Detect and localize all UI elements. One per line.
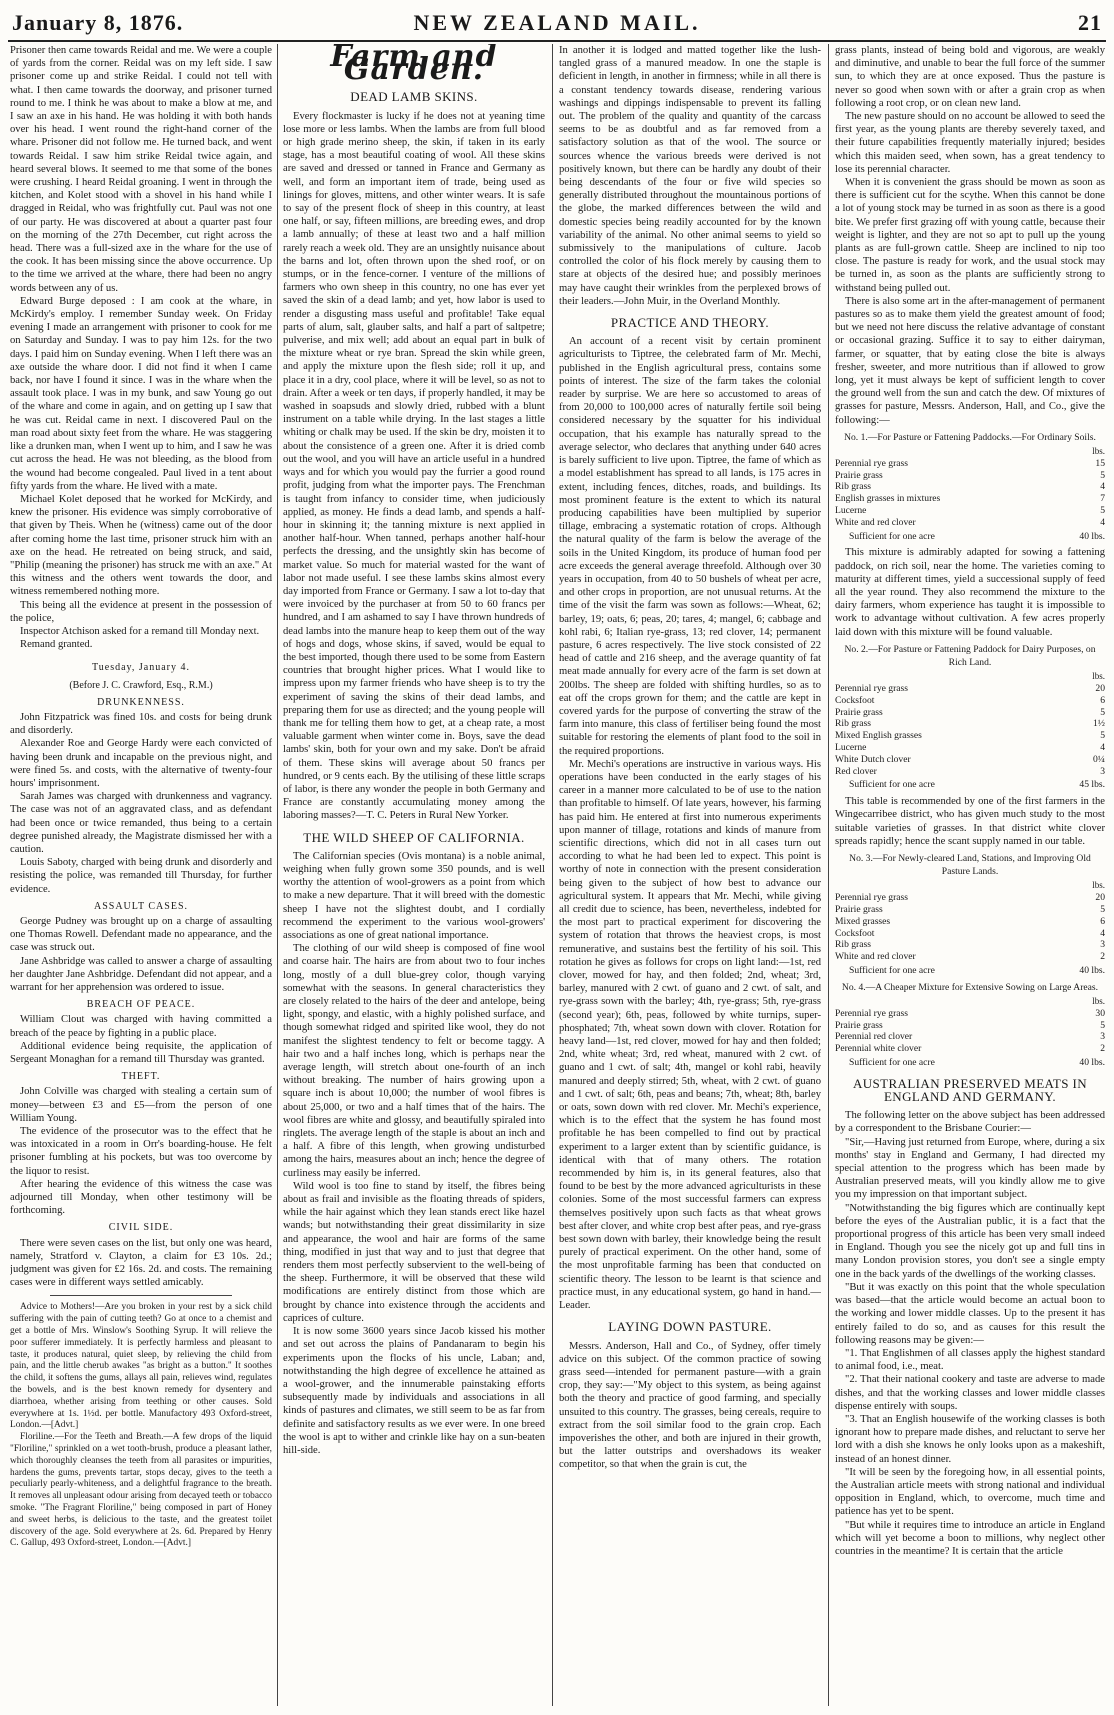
article-paragraph: The Californian species (Ovis montana) is a noble animal, weighing when fully grown some 350 pounds, and is well worthy the attention of wool-growers as a point from which to make a new departure. That it will breed with the domestic sheep I have not the slightest doubt, and I cordially recommend the experiment to the various wool-growers' associations as one of great national importance.	[283, 850, 545, 941]
issue-date: January 8, 1876.	[12, 10, 184, 35]
article-paragraph: Inspector Atchison asked for a remand till Monday next.	[20, 625, 260, 637]
table-row	[835, 695, 1105, 707]
table-row	[835, 742, 1105, 754]
article-heading: AUSTRALIAN PRESERVED MEATS IN ENGLAND AND GERMANY.	[852, 1075, 1088, 1105]
table-row	[835, 754, 1105, 766]
column-3	[559, 44, 821, 1706]
article-paragraph: Alexander Roe and George Hardy were each convicted of having been drunk and incapable on the previous night, and were fined 5s. and costs, with the alternative of twenty-four hours' imprisonment.	[10, 738, 272, 789]
article-paragraph: John Fitzpatrick was fined 10s. and costs for being drunk and disorderly.	[10, 711, 272, 737]
grass-name: Perennial rye grass	[835, 457, 908, 469]
article-paragraph: Sarah James was charged with drunkenness and vagrancy. The case was not of an aggravated class, and as defendant had been once or twice remanded, thus being to a certain degree punished already, the Magistrate dismissed her with a caution.	[10, 791, 272, 855]
table-row	[835, 939, 1105, 951]
article-paragraph: "2. That their national cookery and taste are adverse to made dishes, and that the working classes and lower middle classes dispense entirely with soups.	[835, 1374, 1105, 1412]
table-total-row	[835, 963, 1105, 977]
section-heading: CIVIL SIDE.	[108, 1222, 174, 1234]
advertisement: Advice to Mothers!—Are you broken in your rest by a sick child suffering with the pain of cutting teeth? Go at once to a chemist and get a bottle of Mrs. Winslow's Soothing Syrup. It will relieve the poor sufferer immediately. It is perfectly harmless and pleasant to taste, it produces natural, quiet sleep, by relieving the child from pain, and the little cherub awakes "as bright as a button." It soothes the child, it softens the gums, allays all pain, relieves wind, regulates the bowels, and is the best known remedy for dysentery and diarrhoea, whether arising from teething or other causes. Sold everywhere at 1s. 1½d. per bottle. Manufactory 493 Oxford-street, London.—[Advt.]	[10, 1302, 272, 1431]
divider	[50, 1295, 232, 1296]
section-heading: BREACH OF PEACE.	[86, 999, 196, 1011]
unit-label: lbs.	[1092, 996, 1105, 1007]
table-row	[835, 928, 1105, 940]
grass-name: Cocksfoot	[835, 927, 875, 939]
grass-qty: 3	[1100, 939, 1105, 951]
grass-qty: 5	[1100, 730, 1105, 742]
mixture-title: No. 4.—A Cheaper Mixture for Extensive Sowing on Large Areas.	[841, 981, 1099, 993]
total-label: Sufficient for one acre	[849, 1057, 935, 1069]
table-row	[835, 1008, 1105, 1020]
table-row	[835, 718, 1105, 730]
grass-qty: 30	[1095, 1007, 1105, 1019]
section-heading: THEFT.	[121, 1071, 161, 1083]
grass-name: Perennial rye grass	[835, 683, 908, 695]
grass-name: Perennial rye grass	[835, 1007, 908, 1019]
article-heading: DEAD LAMB SKINS.	[350, 89, 478, 105]
mixture-table	[835, 671, 1105, 791]
grass-qty: 4	[1100, 481, 1105, 493]
grass-qty: 4	[1100, 516, 1105, 528]
column-2	[283, 44, 545, 1706]
section-heading: DRUNKENNESS.	[97, 696, 185, 708]
table-row	[835, 505, 1105, 517]
grass-name: Mixed English grasses	[835, 730, 922, 742]
article-paragraph: This being all the evidence at present in the possession of the police,	[10, 599, 272, 624]
article-paragraph: Louis Saboty, charged with being drunk and disorderly and resisting the police, was remanded till Thursday, for further evidence.	[10, 857, 272, 895]
table-row	[835, 916, 1105, 928]
article-paragraph: Michael Kolet deposed that he worked for McKirdy, and knew the prisoner. His evidence was simply corroborative of that given by Theis. When he (witness) came out of the door after coming home the last time, prisoner struck him with an axe on the head. He retreated on being struck, and said, "Philip (meaning the prisoner) has struck me with an axe." At this witness and the others went towards the door, and witness remembered nothing more.	[10, 493, 272, 598]
grass-name: White and red clover	[835, 516, 916, 528]
article-paragraph: Remand granted.	[20, 639, 93, 651]
grass-name: Perennial red clover	[835, 1031, 913, 1043]
grass-name: Mixed grasses	[835, 915, 891, 927]
table-total-row	[835, 529, 1105, 543]
grass-qty: 5	[1100, 706, 1105, 718]
article-paragraph: "Sir,—Having just returned from Europe, where, during a six months' stay in England and Germany, I had directed my special attention to the progress which has been made by Australian preserved meats, will you kindly allow me to give you my impression on that important subject.	[835, 1136, 1105, 1201]
table-row	[835, 766, 1105, 778]
grass-qty: 6	[1100, 915, 1105, 927]
table-row	[835, 683, 1105, 695]
mixture-table	[835, 996, 1105, 1069]
article-paragraph: William Clout was charged with having committed a breach of the peace by fighting in a public place.	[10, 1014, 272, 1039]
mixture-title: No. 2.—For Pasture or Fattening Paddock for Dairy Purposes, on Rich Land.	[844, 643, 1096, 669]
table-total-row	[835, 777, 1105, 791]
column-4	[835, 44, 1105, 1706]
article-paragraph: "It will be seen by the foregoing how, in all essential points, the Australian article meets with strong national and individual opposition in England, which, to overcome, much time and patience has yet to be spent.	[835, 1466, 1105, 1518]
grass-name: Lucerne	[835, 505, 867, 517]
page-header	[0, 10, 1114, 38]
total-qty: 40 lbs.	[1079, 965, 1105, 977]
grass-name: Prairie grass	[835, 469, 883, 481]
total-label: Sufficient for one acre	[849, 530, 935, 542]
article-heading: THE WILD SHEEP OF CALIFORNIA.	[303, 829, 525, 845]
table-row	[835, 458, 1105, 470]
mixture-title: No. 3.—For Newly-cleared Land, Stations, and Improving Old Pasture Lands.	[849, 853, 1091, 878]
article-paragraph: Jane Ashbridge was called to answer a charge of assaulting her daughter Jane Ashbridge. Defendant did not appear, and a warrant for her apprehension was ordered to issue.	[10, 955, 272, 994]
grass-qty: 3	[1100, 765, 1105, 777]
total-label: Sufficient for one acre	[849, 965, 935, 977]
table-row	[835, 481, 1105, 493]
unit-label: lbs.	[1092, 446, 1105, 457]
column-1	[10, 44, 272, 1706]
article-paragraph: Edward Burge deposed : I am cook at the whare, in McKirdy's employ. I remember Sunday week. On Friday evening I made an arrangement with prisoner to cook for me on Saturday and Sunday. I was to pay him 12s. for the two days. I paid him on Sunday evening. When I left there was an axe outside the whare door. I did not find it when I came back, nor have I found it since. I was in the whare when the assault took place. I was in my bunk, and saw Young go out of the whare and come in again, and on getting up I saw that he was cut. Reidal came in next. I discovered Paul on the man road about sixty feet from the whare. He was staggering like a drunken man, when I went up to him, and I saw he was cut across the head. He was not bleeding, as the blood from the wound had become congealed. Paul lived in a tent about fifty yards from the whare. He lived with a mate.	[10, 295, 272, 492]
grass-qty: 4	[1100, 927, 1105, 939]
column-rule	[828, 44, 829, 1706]
grass-name: Rib grass	[835, 718, 871, 730]
article-paragraph: Prisoner then came towards Reidal and me. We were a couple of yards from the corner. Reidal was on my left side. I saw prisoner come up and strike Reidal. I could not tell with what. I then came towards the doorway, and prisoner turned round to me. I think he was about to make a blow at me, and I saw an axe in his hand. He was holding it with both hands over his head. I went round the right-hand corner of the whare. Prisoner did not follow me. He turned back, and went towards Reidal. I saw him strike Reidal twice again, and heard several blows. It seemed to me that some of the bones were crushing. I heard Reidal groaning. I went in through the kitchen, and Kolet stood with a shovel in his hand while I dragged in Reidal, who was frightfully cut. Paul was not one of our party. He was discovered at about a quarter past four on the morning of the 27th December, cut right across the head. There was a full-sized axe in the whare for the use of the cook. It has been missing since the above occurrence. Up to the time we arrived at the whare, there had been no angry words between any of us.	[10, 45, 272, 294]
grass-name: Prairie grass	[835, 706, 883, 718]
table-row	[835, 707, 1105, 719]
article-paragraph: In another it is lodged and matted together like the lush-tangled grass of a manured meadow. In one the staple is deficient in length, in another in firmness; while in all there is a constant tendency towards disease, rendering various washings and dippings indispensable to prevent its falling out. The problem of the quality and quantity of the carcass seems to be as doubtful and as far removed from a satisfactory solution as that of the wool. The source or sources whence the various breeds were derived is not positively known, but there can be hardly any doubt of their being descendants of the four or five wild species so generally distributed throughout the mountainous portions of the globe, the marked differences between the wild and domestic species being readily accounted for by the known variability of the animal. No other animal seems to yield so submissively to the manipulations of culture. Jacob controlled the color of his flock merely by causing them to stare at objects of the desired hue; and possibly merinoes may have caught their wrinkles from the perplexed brows of their leaders.—John Muir, in the Overland Monthly.	[559, 45, 821, 307]
article-paragraph: The following letter on the above subject has been addressed by a correspondent to the Brisbane Courier:—	[835, 1110, 1105, 1135]
total-label: Sufficient for one acre	[849, 779, 935, 791]
grass-qty: 5	[1100, 904, 1105, 916]
section-heading: ASSAULT CASES.	[93, 900, 189, 912]
table-row	[835, 470, 1105, 482]
article-heading: PRACTICE AND THEORY.	[610, 315, 770, 331]
table-row	[835, 517, 1105, 529]
grass-qty: 0¼	[1093, 753, 1105, 765]
grass-name: Lucerne	[835, 742, 867, 754]
article-paragraph: Additional evidence being requisite, the application of Sergeant Monaghan for a remand till Thursday was granted.	[10, 1040, 272, 1066]
grass-qty: 2	[1100, 1043, 1105, 1055]
article-paragraph: When it is convenient the grass should be mown as soon as there is sufficient cut for the scythe. When this cannot be done a lot of young stock may be turned in as soon as there is a good bite. We prefer first grazing off with young cattle, because their weight is lighter, and they are not so apt to pull up the young plants as are full-grown cattle. Sheep are inclined to nip too close. The pasture is ready for work, and the usual stock may be turned in, as soon as the plants are sufficiently strong to withstand being pulled out.	[835, 177, 1105, 294]
mixture-table	[835, 446, 1105, 542]
article-paragraph: grass plants, instead of being bold and vigorous, are weakly and diminutive, and unable to bear the full force of the summer sun, to which they are at once exposed. Thus the pasture is never so good when sown with or after a grain crop as when following a root crop, or on clean new land.	[835, 45, 1105, 109]
mixture-title: No. 1.—For Pasture or Fattening Paddocks.—For Ordinary Soils.	[844, 431, 1096, 443]
grass-qty: 5	[1100, 469, 1105, 481]
grass-qty: 3	[1100, 1031, 1105, 1043]
table-row	[835, 892, 1105, 904]
advertisement: Floriline.—For the Teeth and Breath.—A few drops of the liquid "Floriline," sprinkled on a wet tooth-brush, produce a pleasant lather, which thoroughly cleanses the teeth from all parasites or impurities, hardens the gums, prevents tartar, stops decay, gives to the teeth a peculiarly pearly-whiteness, and a delightful fragrance to the breath. It removes all unpleasant odour arising from decayed teeth or tobacco smoke. "The Fragrant Floriline," being composed in part of Honey and sweet herbs, is delicious to the taste, and the greatest toilet discovery of the age. Sold everywhere at 2s. 6d. Prepared by Henry C. Gallup, 493 Oxford-street, London.—[Advt.]	[10, 1432, 272, 1549]
article-paragraph: "Notwithstanding the big figures which are continually kept before the eyes of the Australian public, it is a fact that the proportional progress of this article has been very small indeed in England. Though you see the nicely got up and full tins in many London provision stores, you don't see a single empty one in the back yards of the dwellings of the working classes.	[835, 1202, 1105, 1280]
grass-qty: 5	[1100, 505, 1105, 517]
grass-qty: 20	[1095, 683, 1105, 695]
session-bench: (Before J. C. Crawford, Esq., R.M.)	[69, 679, 213, 691]
grass-name: White Dutch clover	[835, 753, 911, 765]
article-paragraph: The clothing of our wild sheep is composed of fine wool and coarse hair. The hairs are from about two to four inches long, mostly of a dull blue-grey color, though varying somewhat with the seasons. In general characteristics they are closely related to the hairs of the deer and antelope, being light, spongy, and elastic, with a highly polished surface, and though somewhat ridged and spirited like wool, they do not manifest the slightest tendency to felt or become taggy. A hair two and a half inches long, which is perhaps near the average length, will stretch about one-fourth of an inch without breaking. The number of hairs growing upon a square inch is about 10,000; the number of wool fibres is about 25,000, or two and a half times that of the hairs. The wool fibres are white and glossy, and beautifully spiraled into ringlets. The average length of the staple is about an inch and a half. A fibre of this length, when growing undisturbed among the hairs, measures about an inch; hence the degree of curliness may easily be inferred.	[283, 943, 545, 1179]
article-paragraph: Messrs. Anderson, Hall and Co., of Sydney, offer timely advice on this subject. Of the common practice of sowing grass seed—intended for permanent pasture—with a grain crop, they say:—"My object to this system, as being against both the theory and practice of good farming, and specially unsuited to this country. The grasses, being cereals, require to extract from the soil similar food to the grain crop. Each impoverishes the other, and both are injured in their growth, but the latter outstrips and overshadows its weaker competitor, so that when the grain is cut, the	[559, 1340, 821, 1471]
mixture-table	[835, 880, 1105, 976]
grass-name: Prairie grass	[835, 904, 883, 916]
grass-qty: 15	[1095, 457, 1105, 469]
column-rule	[552, 44, 553, 1706]
article-paragraph: This table is recommended by one of the first farmers in the Wingecarribee district, who has given much study to the most suitable varieties of grasses. In that district white clover spreads rapidly; hence the scant supply named in our table.	[835, 796, 1105, 847]
article-paragraph: George Pudney was brought up on a charge of assaulting one Thomas Rowell. Defendant made no appearance, and the case was struck out.	[10, 916, 272, 954]
masthead: NEW ZEALAND MAIL.	[413, 10, 701, 35]
grass-name: English grasses in mixtures	[835, 493, 941, 505]
table-row	[835, 493, 1105, 505]
article-paragraph: "1. That Englishmen of all classes apply the highest standard to animal food, i.e., meat.	[835, 1347, 1105, 1373]
article-paragraph: Every flockmaster is lucky if he does not at yeaning time lose more or less lambs. When the lambs are from full blood or high grade merino sheep, the skin, if taken in its early stage, has a most beautiful coating of wool. All these skins are saved and dressed or tanned in France and Germany as well, and form an important item of trade, being used as linings for gloves, mittens, and other winter wears. It is safe to say of the present flock of sheep in this country, at least one half, or say, fifteen millions, are breeding ewes, and drop a lamb annually; of these at least two and a half million rarely reach a week old. They are an unsightly nuisance about the barns and lot, often thrown upon the shed roof, or on stumps, or in the fence-corner. I venture of the millions of farmers who own sheep in this country, no one has ever yet saved the skin of a dead lamb; and yet, how labor is used to render a disgusting mass useful and profitable! Take equal parts of alum, salt, glauber salts, and half a part of saltpetre; pulverise, and mix well; add about an equal part in bulk of the mixture wheat or rye bran. Spread the skin while green, and apply the mixture upon the flesh side; roll it up, and place it in a dry, cool place, where it will be level, so as not to drain. After a week or ten days, if properly handled, it may be washed in soapsuds and slowly dried, rubbed with a blunt instrument on a table while drying. In the last stages a little whiting or chalk may be used. If the skin be dry, moisten it to about the consistence of a green one. After it is dried comb out the wool, and you will have an article useful in a hundred ways and for which you would pay the furrier a good round profit, judging from what the importer pays. The Frenchman is taught from infancy to consider time, when judiciously applied, as money. He finds a dead lamb, and spends a half-hour in skinning it; the tanning mixture is next applied in another half-hour. When tanned, perhaps another half-hour perfects the dressing, and the unsightly skin has become of market value. So much for material wasted for the want of labor not made useful. I see these lambs skins almost every day imported from France or Germany. I saw a lot to-day that were invoiced by the purchaser at from 50 to 60 francs per hundred, and I am ashamed to say I have thrown hundreds of dead lambs into the manure heap to keep them out of the way of hogs and dogs, whose skins, if saved, would be equal to the best imported, though there used to be some from Eastern countries that brought higher prices. What I would like to impress upon my farmer friends who have sheep is to try the experiment of saving the skins of their dead lambs, and preparing them for use as directed; and the young people will thank me for telling them how to get, at a cheap rate, a most valuable garment when winter come in. Boys, save the dead lambs' skin, both for your own and my sake. Don't be afraid of them. These skins will average about 50 francs per hundred, or 9 cents each. By the utilising of these little scraps of labor, is there any wonder the people in both Germany and France are constantly accumulating money among the laboring masses?—T. C. Peters in Rural New Yorker.	[283, 110, 545, 822]
table-row	[835, 904, 1105, 916]
department-title: Farm and Garden.	[330, 44, 498, 88]
page-number: 21	[1078, 10, 1102, 35]
grass-name: Perennial rye grass	[835, 892, 908, 904]
grass-qty: 2	[1100, 951, 1105, 963]
unit-label: lbs.	[1092, 671, 1105, 682]
grass-qty: 5	[1100, 1019, 1105, 1031]
total-qty: 45 lbs.	[1079, 779, 1105, 791]
article-paragraph: An account of a recent visit by certain prominent agriculturists to Tiptree, the celebrated farm of Mr. Mechi, published in the English agricultural press, contains some points of interest. The size of the farm takes the colonial reader by surprise. We are here so accustomed to areas of from 20,000 to 100,000 acres of naturally fertile soil being considered necessary by the squatter for his individual occupation, that his example has naturally spread to the average selector, who declares that anything under 640 acres is barely sufficient to live upon. Tiptree, the fame of which as a model establishment has spread to all lands, is 175 acres in extent, including fences, ditches, roads, and buildings. Its most prominent feature is the extent to which its natural producing capabilities have been multiplied by superior tillage, embracing a systematic rotation of crops. Although the natural quality of the farm is below the average of the soils in the United Kingdom, its produce of human food per acre exceeds the general average threefold. Although over 30 years in occupation, from 40 to 50 bushels of wheat per acre, and other crops in proportion, are not unusual returns. At the time of the visit the farm was sown as follows:—Wheat, 62; barley, 19; oats, 6; peas, 20; tares, 4; mangel, 6; cabbage and kohl rabi, 6; Italian rye-grass, 13; red clover, 14; permanent pasture, 6 acres respectively. The live stock consisted of 22 head of cattle and 216 sheep, and the average quantity of fat meat made annually for every acre of the farm is set down at 200lbs. The sheep are folded with shifting hurdles, so as to eat off the crops grown for them; and the cattle are kept in covered yards for the purpose of converting the straw of the farm into manure, this class of fertiliser being found the most suitable for restoring the elements of plant food to the soil in the required proportions.	[559, 336, 821, 757]
session-date: Tuesday, January 4.	[92, 662, 190, 674]
article-paragraph: The evidence of the prosecutor was to the effect that he was intoxicated in a room in Orr's boarding-house. He felt prisoner fumbling at his pockets, but was too overcome by the liquor to resist.	[10, 1126, 272, 1177]
grass-qty: 7	[1100, 493, 1105, 505]
grass-qty: 20	[1095, 892, 1105, 904]
article-paragraph: Mr. Mechi's operations are instructive in various ways. His operations have been conducted in the early stages of his career in a manner more calculated to be of use to the nation than profitable to himself. Of late years, however, his farming has paid him. He entered at first into numerous experiments upon manner of tillage, rotations and kinds of manure from scientific directions, which did not in all cases turn out according to what he had been led to expect. This point is worthy of note in connection with the present consideration being given to the subject of how best to advance our agricultural system. It appears that Mr. Mechi, while giving all credit due to science, has been, nevertheless, indebted for the most part to practical experiment for discovering the system of rotation that throws the heaviest crops, is most remunerative, and sustains best the fertility of his soil. This rotation he gives as follows for crops on light land:—1st, red clover, mowed for hay, and then folded; 2nd, wheat; 3rd, barley, manured with 2 cwt. of guano and 2 cwt. of salt, and rye-grass sown with the barley; 4th, rye-grass; 5th, rye-grass (second year); 6th, peas, followed by white turnips, super-phosphated; 7th, wheat sown down with clover. Rotation for heavy land—1st, red clover, mowed for hay and then folded; 2nd, white wheat; 3rd, red wheat, manured with 2 cwt. of guano and 1 cwt. of salt; 4th, mangel or kohl rabi, heavily manured and deeply stirred; 5th, wheat, with 2 cwt. of guano and 1 cwt. of salt; 6th, peas and beans; 7th, wheat; 8th, barley or oats, sown down with red clover. Mr. Mechi's experience, which is to the effect that the system he has found most profitable he has been compelled to find out by practical experiment to a larger extent than by scientific guidance, is identical with that of many others. The rotation recommended by him is, in its general features, also that found to be best by the more advanced agriculturists in these colonies. Some of the most successful farmers can express themselves positively upon such facts as that wheat grows best after clover, and white crop best after peas, and rye-grass best sown down with barley, their knowledge being the result purely of practical experiment. On the other hand, some of the most unprofitable farming has been that conducted on scientific theory. The lesson to be learnt is that science and practice must, in any educational system, go hand in hand.—Leader.	[559, 758, 821, 1312]
article-paragraph: After hearing the evidence of this witness the case was adjourned till Monday, when other testimony will be forthcoming.	[10, 1178, 272, 1217]
total-qty: 40 lbs.	[1079, 1057, 1105, 1069]
grass-qty: 4	[1100, 742, 1105, 754]
grass-name: Cocksfoot	[835, 694, 875, 706]
grass-name: Perennial white clover	[835, 1043, 922, 1055]
article-paragraph: "But it was exactly on this point that the whole speculation was based—that the article would become an actual boon to the working and lower middle classes. Up to the present it has entirely failed to do so, and as causes for this result the following reasons may be given:—	[835, 1281, 1105, 1346]
table-row	[835, 1031, 1105, 1043]
grass-name: White and red clover	[835, 951, 916, 963]
grass-qty: 6	[1100, 694, 1105, 706]
table-row	[835, 730, 1105, 742]
unit-label: lbs.	[1092, 880, 1105, 891]
article-paragraph: There is also some art in the after-management of permanent pastures so as to make them yield the greatest amount of food; but we need not here discuss the relative advantage of constant or occasional grazing. Suffice it to say to either dairyman, farmer, or squatter, that by eating close the bite is always fresher, sweeter, and more nutritious than if allowed to grow long, yet it must always be kept of sufficient length to cover the ground well from the sun and catch the dew. Of mixtures of grasses for pasture, Messrs. Anderson, Hall, and Co., give the following:—	[835, 295, 1105, 426]
article-paragraph: Wild wool is too fine to stand by itself, the fibres being about as frail and invisible as the floating threads of spiders, while the hair against which they lean stands erect like hazel wands; but notwithstanding their great dissimilarity in size and appearance, the wool and hair are forms of the same thing, modified in just that way and to just that degree that renders them most perfectly subservient to the well-being of the sheep. Furthermore, it will be observed that these wild modifications are entirely distinct from those which are brought by chance into existence through the accidents and caprices of culture.	[283, 1180, 545, 1324]
article-heading: LAYING DOWN PASTURE.	[608, 1319, 772, 1335]
grass-name: Rib grass	[835, 939, 871, 951]
table-row	[835, 1020, 1105, 1032]
total-qty: 40 lbs.	[1079, 530, 1105, 542]
grass-name: Prairie grass	[835, 1019, 883, 1031]
article-paragraph: It is now some 3600 years since Jacob kissed his mother and set out across the plains of Pandanaram to begin his experiments upon the flocks of his uncle, Laban; and, notwithstanding the high degree of excellence he attained as a wool-grower, and the innumerable painstaking efforts subsequently made by individuals and associations in all kinds of pastures and climates, we still seem to be as far from definite and satisfactory results as we ever were. In one breed the wool is apt to wither and crinkle like hay on a sun-beaten hill-side.	[283, 1326, 545, 1456]
grass-name: Red clover	[835, 765, 877, 777]
article-paragraph: There were seven cases on the list, but only one was heard, namely, Stratford v. Clayton, a claim for £3 10s. 2d.; judgment was given for £2 16s. 2d. and costs. The remaining cases were in different ways settled amicably.	[10, 1237, 272, 1289]
article-paragraph: "3. That an English housewife of the working classes is both ignorant how to prepare made dishes, and reluctant to serve her lord with a dish she knows he only looks upon as a makeshift, instead of an honest dinner.	[835, 1413, 1105, 1465]
grass-qty: 1½	[1093, 718, 1105, 730]
header-rule	[8, 40, 1106, 42]
table-total-row	[835, 1055, 1105, 1069]
table-row	[835, 1043, 1105, 1055]
article-paragraph: John Colville was charged with stealing a certain sum of money—between £3 and £5—from the person of one William Young.	[10, 1086, 272, 1124]
article-paragraph: The new pasture should on no account be allowed to seed the first year, as the young plants are thereby severely taxed, and their future capabilities frequently materially injured; besides which this maiden seed, when sown, has a great tendency to lose its perennial character.	[835, 111, 1105, 175]
table-row	[835, 951, 1105, 963]
article-paragraph: "But while it requires time to introduce an article in England which will yet become a boon to millions, why neglect other countries in the meantime? It is certain that the article	[835, 1519, 1105, 1557]
grass-name: Rib grass	[835, 481, 871, 493]
article-paragraph: This mixture is admirably adapted for sowing a fattening paddock, on rich soil, near the home. The varieties coming to maturity at different times, yield a successional supply of feed all the year round. They also recommend the mixture to the dairy farmers, whom experience has taught it is impossible to work to advantage without cultivation. A few acres properly laid down with this mixture will be found valuable.	[835, 547, 1105, 638]
column-rule	[277, 44, 278, 1706]
